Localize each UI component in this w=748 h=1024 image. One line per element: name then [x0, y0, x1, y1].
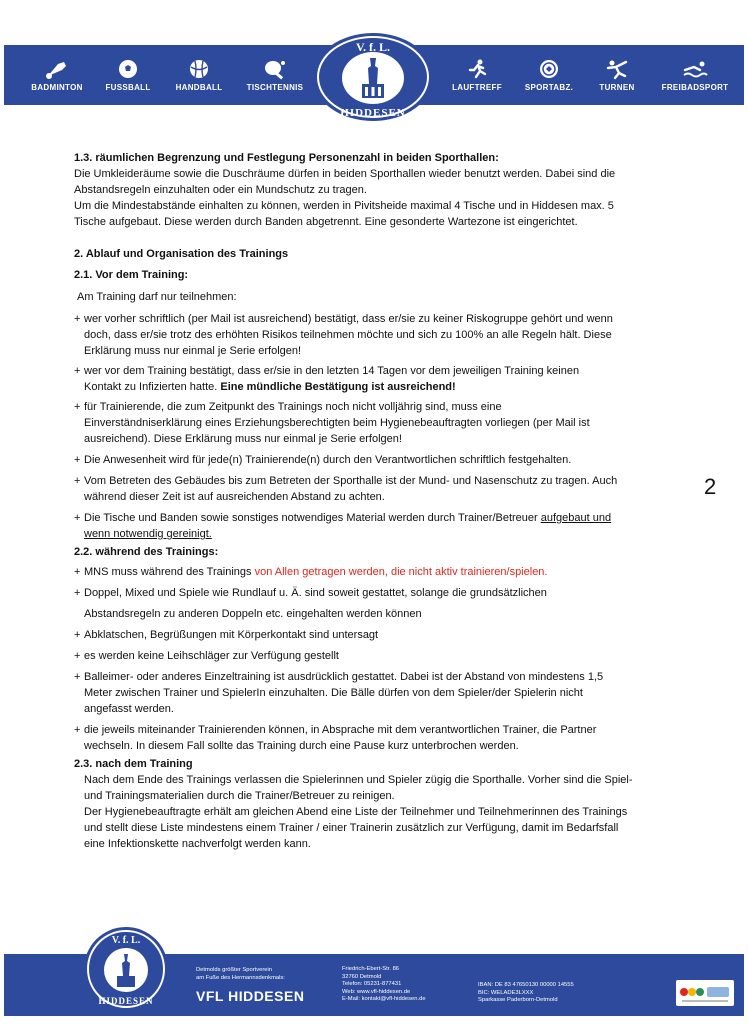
text-line: wechseln. In diesem Fall sollte das Training durch eine Pause kurz unterbrochen werden. — [84, 740, 519, 752]
nav-label: LAUFTREFF — [452, 83, 502, 92]
footer-banner — [4, 935, 744, 1016]
nav-label: SPORTABZ. — [524, 83, 574, 92]
section-13-heading: 1.3. räumlichen Begrenzung und Festlegung Personenzahl in beiden Sporthallen: — [74, 152, 499, 164]
nav-label: TISCHTENNIS — [246, 83, 304, 92]
nav-tischtennis[interactable] — [238, 45, 312, 105]
nav-freibadsport[interactable] — [652, 45, 738, 105]
footer-address: Friedrich-Ebert-Str. 86 32760 Detmold Telefon: 05231-877431 Web: www.vfl-hiddesen.de E-Mail: kontakt@vfl-hiddesen.de — [342, 966, 426, 1002]
nav-label: FREIBADSPORT — [661, 83, 729, 92]
nav-turnen[interactable] — [586, 45, 648, 105]
swimmer-icon — [682, 58, 708, 80]
text-line: Nach dem Ende des Trainings verlassen die Spielerinnen und Spieler zügig die Sporthalle. Vorher sind die Spiel- — [84, 774, 633, 786]
section-2-heading: 2. Ablauf und Organisation des Trainings — [74, 248, 289, 260]
list-item: + Abklatschen, Begrüßungen mit Körperkontakt sind untersagt — [74, 629, 379, 641]
list-item: + Balleimer- oder anderes Einzeltraining ist ausdrücklich gestattet. Dabei ist der Abstand von mindestens 1,5 Meter zwischen Trainer und SpielerIn einzuhalten. Die Bälle dürfen von dem Spieler/der Spielerin nicht angefasst werden. — [74, 669, 674, 717]
nav-label: HANDBALL — [175, 83, 223, 92]
text-line: die jeweils miteinander Trainierenden können, in Absprache mit dem verantwortlichen Trainer, die Partner — [84, 724, 597, 736]
list-item: + es werden keine Leihschläger zur Verfügung gestellt — [74, 650, 339, 662]
list-item: + MNS muss während des Trainings von Allen getragen werden, die nicht aktiv trainieren/spielen. — [74, 566, 548, 578]
section-21-intro: Am Training darf nur teilnehmen: — [77, 291, 237, 303]
logo-bottom-text: HIDDESEN — [340, 107, 406, 119]
club-logo — [312, 32, 434, 122]
list-item: + wer vorher schriftlich (per Mail ist ausreichend) bestätigt, dass er/sie zu keiner Riskogruppe gehört und wenn doch, dass er/sie trotz des erhöhten Risikos teilnehmen möchte und sich zu 100% an alle Regeln hält. Diese Erklärung muss nur einmal je Serie erfolgen! — [74, 311, 674, 359]
text-line: ausreichend). Diese Erklärung muss nur einmal je Serie erfolgen! — [84, 433, 402, 445]
football-icon — [115, 58, 141, 80]
list-item: + die jeweils miteinander Trainierenden können, in Absprache mit dem verantwortlichen Trainer, die Partner wechseln. In diesem Fall sollte das Training durch eine Pause kurz unterbrochen werden. — [74, 722, 674, 754]
text-line: während dieser Zeit ist auf ausreichenden Abstand zu achten. — [84, 491, 385, 503]
runner-icon — [464, 58, 490, 80]
footer-logo-bottom: HIDDESEN — [98, 996, 154, 1006]
text-line: und stellt diese Liste mindestens einem Trainer / einer Trainerin zusätzlich zur Verfügung, damit im Bedarfsfall — [84, 822, 619, 834]
section-23-heading: 2.3. nach dem Training — [74, 758, 193, 770]
badge-icon — [676, 980, 734, 1006]
nav-badminton[interactable] — [22, 45, 92, 105]
page-number: 2 — [704, 474, 717, 499]
certification-badge — [676, 980, 734, 1006]
text-line: Einverständniserklärung eines Erziehungsberechtigten beim Hygienebeauftragten vorliegen (per Mail ist — [84, 417, 590, 429]
handball-icon — [186, 58, 212, 80]
footer-logo-top: V. f. L. — [111, 935, 141, 946]
footer-tagline: Detmolds größter Sportverein am Fuße des Hermannsdenkmals: — [196, 967, 285, 981]
section-22-heading: 2.2. während des Trainings: — [74, 546, 219, 558]
text-line: Die Tische und Banden sowie sonstiges notwendiges Material werden durch Trainer/Betreuer aufgebaut und — [84, 512, 612, 524]
nav-handball[interactable] — [166, 45, 232, 105]
list-item: + wer vor dem Training bestätigt, dass er/sie in den letzten 14 Tagen vor dem jeweiligen Training keinen Kontakt zu Infizierten hatte. Eine mündliche Bestätigung ist ausreichend! — [74, 363, 674, 395]
text-line: Der Hygienebeauftragte erhält am gleichen Abend eine Liste der Teilnehmer und Teilnehmerinnen des Trainings — [84, 806, 628, 818]
footer-brand: VFL HIDDESEN — [196, 988, 305, 1004]
sportbadge-icon — [536, 58, 562, 80]
text-line: Die Anwesenheit wird für jede(n) Trainierende(n) durch den Verantwortlichen schriftlich festgehalten. — [84, 454, 572, 466]
text-line: Abstandsregeln zu anderen Doppeln etc. eingehalten werden können — [84, 608, 422, 620]
text-line: Meter zwischen Trainer und SpielerIn einzuhalten. Die Bälle dürfen von dem Spieler/der Spielerin nicht — [84, 687, 583, 699]
list-item: + Die Tische und Banden sowie sonstiges notwendiges Material werden durch Trainer/Betreuer aufgebaut und wenn notwendig gereinigt. — [74, 510, 674, 542]
bold-note: Eine mündliche Bestätigung ist ausreichend! — [220, 381, 456, 393]
text-line: Abstandsregeln einzuhalten oder ein Mundschutz zu tragen. — [74, 184, 367, 196]
list-item: + Doppel, Mixed und Spiele wie Rundlauf u. Ä. sind soweit gestattet, solange die grundsätzlichen Abstandsregeln zu anderen Doppeln etc. eingehalten werden können — [74, 585, 674, 622]
red-note: von Allen getragen werden, die nicht aktiv trainieren/spielen. — [254, 566, 548, 578]
text-line: doch, dass er/sie trotz des erhöhten Risikos teilnehmen möchte und sich zu 100% an alle Regeln hält. Diese — [84, 329, 612, 341]
badminton-icon — [44, 58, 70, 80]
logo-top-text: V. f. L. — [355, 40, 391, 54]
gymnast-icon — [604, 58, 630, 80]
text-line: Doppel, Mixed und Spiele wie Rundlauf u. Ä. sind soweit gestattet, solange die grundsätzlichen — [84, 587, 547, 599]
text-line: wer vorher schriftlich (per Mail ist ausreichend) bestätigt, dass er/sie zu keiner Riskogruppe gehört und wenn — [84, 313, 613, 325]
footer-bank: IBAN: DE 83 47650130 00000 14555 BIC: WELADE3LXXX Sparkasse Paderborn-Detmold — [478, 982, 574, 1003]
text-line: angefasst werden. — [84, 703, 174, 715]
document-body — [74, 150, 674, 852]
footer-club-logo — [80, 926, 172, 1012]
text-line: für Trainierende, die zum Zeitpunkt des Trainings noch nicht volljährig sind, muss eine — [84, 401, 502, 413]
nav-sportabzeichen[interactable] — [514, 45, 584, 105]
text-line: Vom Betreten des Gebäudes bis zum Betreten der Sporthalle ist der Mund- und Nasenschutz zu tragen. Auch — [84, 475, 618, 487]
nav-label: BADMINTON — [31, 83, 83, 92]
text-line: Balleimer- oder anderes Einzeltraining ist ausdrücklich gestattet. Dabei ist der Abstand von mindestens 1,5 — [84, 671, 604, 683]
text-line: Tische aufgebaut. Diese werden durch Banden abgetrennt. Eine gesonderte Wartezone ist eingerichtet. — [74, 216, 578, 228]
nav-label: TURNEN — [599, 83, 635, 92]
list-item: + Die Anwesenheit wird für jede(n) Trainierende(n) durch den Verantwortlichen schriftlich festgehalten. — [74, 452, 674, 468]
nav-fussball[interactable] — [96, 45, 160, 105]
text-line: Um die Mindestabstände einhalten zu können, werden in Pivitsheide maximal 4 Tische und in Hiddesen max. 5 — [74, 200, 614, 212]
text-line: Die Umkleideräume sowie die Duschräume dürfen in beiden Sporthallen wieder benutzt werden. Dabei sind die — [74, 168, 616, 180]
text-line: eine Infektionskette nachverfolgt werden kann. — [84, 838, 311, 850]
text-line: wer vor dem Training bestätigt, dass er/sie in den letzten 14 Tagen vor dem jeweiligen Training keinen — [84, 365, 580, 377]
text-line: Erklärung muss nur einmal je Serie erfolgen! — [84, 345, 302, 357]
list-item: + für Trainierende, die zum Zeitpunkt des Trainings noch nicht volljährig sind, muss eine Einverständniserklärung eines Erziehungsberechtigten beim Hygienebeauftragten vorliegen (per Mail ist ausreichend). Diese Erklärung muss nur einmal je Serie erfolgen! — [74, 399, 674, 447]
list-item: + Vom Betreten des Gebäudes bis zum Betreten der Sporthalle ist der Mund- und Nasenschutz zu tragen. Auch während dieser Zeit ist auf ausreichenden Abstand zu achten. — [74, 473, 674, 505]
text-line: wenn notwendig gereinigt. — [84, 528, 212, 540]
tabletennis-icon — [262, 58, 288, 80]
nav-lauftreff[interactable] — [444, 45, 510, 105]
nav-label: FUSSBALL — [105, 83, 151, 92]
text-line: und Trainingsmaterialien durch die Trainer/Betreuer zu reinigen. — [84, 790, 395, 802]
text-line: Kontakt zu Infizierten hatte. Eine mündliche Bestätigung ist ausreichend! — [84, 381, 456, 393]
section-21-heading: 2.1. Vor dem Training: — [74, 269, 189, 281]
